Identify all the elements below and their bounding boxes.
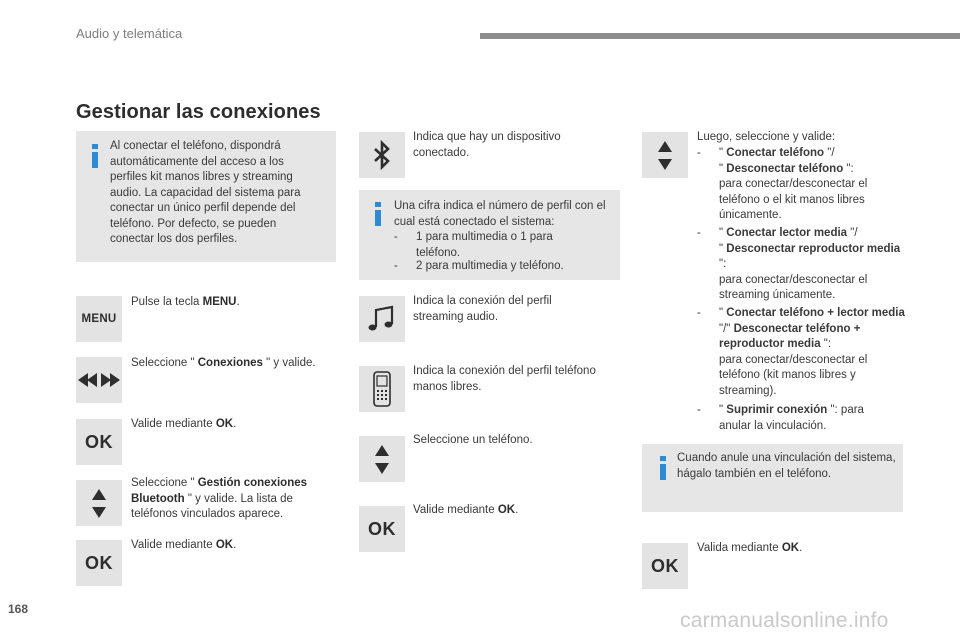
page-title: Gestionar las conexiones <box>76 101 321 123</box>
up-down-arrows-icon <box>658 141 672 170</box>
ok-key <box>76 540 122 586</box>
option-connect-phone: - " Conectar teléfono "/ " Desconectar teléfono ": para conectar/desconectar el teléfono o el kit manos libres únicamente. <box>697 147 868 221</box>
arrows-key <box>76 357 122 403</box>
ok-key <box>76 419 122 465</box>
step-select-bluetooth: Seleccione " Gestión conexiones Bluetooth " y valide. La lista de teléfonos vinculados aparece. <box>131 477 308 520</box>
step-validate-ok: Valide mediante OK. <box>131 418 237 430</box>
page-number: 168 <box>8 602 29 616</box>
menu-key-label: MENU <box>81 313 117 325</box>
info-box-unpair <box>642 444 903 512</box>
bluetooth-connected-text: Indica que hay un dispositivo conectado. <box>413 131 561 159</box>
option-connect-both: - " Conectar teléfono + lector media "/" Desconectar teléfono + reproductor media ": para conectar/desconectar el teléfono (kit manos libres y streaming). <box>697 307 905 397</box>
ok-key-label: OK <box>85 552 113 573</box>
up-down-arrows-icon <box>92 489 106 518</box>
info-box-profiles <box>76 131 336 262</box>
audio-profile-text: Indica la conexión del perfil streaming audio. <box>413 295 552 323</box>
music-note-icon <box>367 304 397 334</box>
select-phone-text: Seleccione un teléfono. <box>413 434 533 446</box>
header-bar <box>480 33 960 39</box>
info-icon <box>88 144 102 168</box>
option-delete-connection: - " Suprimir conexión ": para anular la vinculación. <box>697 404 864 432</box>
info-icon <box>656 456 670 480</box>
ok-key-label: OK <box>651 555 679 576</box>
step-press-menu: Pulse la tecla MENU. <box>131 296 240 308</box>
bluetooth-icon <box>372 140 392 170</box>
step-validate-ok: Valide mediante OK. <box>413 504 519 516</box>
ok-key-label: OK <box>368 518 396 539</box>
info-text: Cuando anule una vinculación del sistema, hágalo también en el teléfono. <box>677 452 896 480</box>
info-box-profile-number <box>359 190 620 280</box>
mobile-phone-icon <box>372 371 392 407</box>
right-intro: Luego, seleccione y valide: <box>697 131 836 143</box>
up-down-arrows-icon <box>375 445 389 474</box>
info-text: Al conectar el teléfono, dispondrá automáticamente del acceso a los perfiles kit manos libres y streaming audio. La capacidad del sistema para conectar un único perfil depende del teléfono. Por defecto, se pueden conectar los dos perfiles. <box>110 140 301 245</box>
option-connect-media: - " Conectar lector media "/ " Desconectar reproductor media ": para conectar/desconectar el streaming únicamente. <box>697 227 901 301</box>
info-item: - 1 para multimedia o 1 para teléfono. <box>394 231 553 259</box>
step-select-connections: Seleccione " Conexiones " y valide. <box>131 357 316 369</box>
phone-key <box>359 366 405 412</box>
left-right-arrows-icon <box>78 372 120 388</box>
ok-key-label: OK <box>85 431 113 452</box>
up-down-key <box>642 132 688 178</box>
up-down-key <box>76 480 122 526</box>
music-key <box>359 296 405 342</box>
menu-key <box>76 296 122 342</box>
step-validate-ok: Valide mediante OK. <box>131 539 237 551</box>
bluetooth-key <box>359 132 405 178</box>
info-item: - 2 para multimedia y teléfono. <box>394 260 564 272</box>
info-intro: Una cifra indica el número de perfil con el cual está conectado el sistema: <box>394 200 606 228</box>
section-title: Audio y telemática <box>76 26 183 41</box>
info-icon <box>371 202 385 226</box>
up-down-key <box>359 436 405 482</box>
phone-profile-text: Indica la conexión del perfil teléfono manos libres. <box>413 365 596 393</box>
ok-key <box>642 543 688 589</box>
watermark: carmanualsonline.info <box>680 609 889 632</box>
ok-key <box>359 506 405 552</box>
step-validate-ok: Valida mediante OK. <box>697 542 803 554</box>
